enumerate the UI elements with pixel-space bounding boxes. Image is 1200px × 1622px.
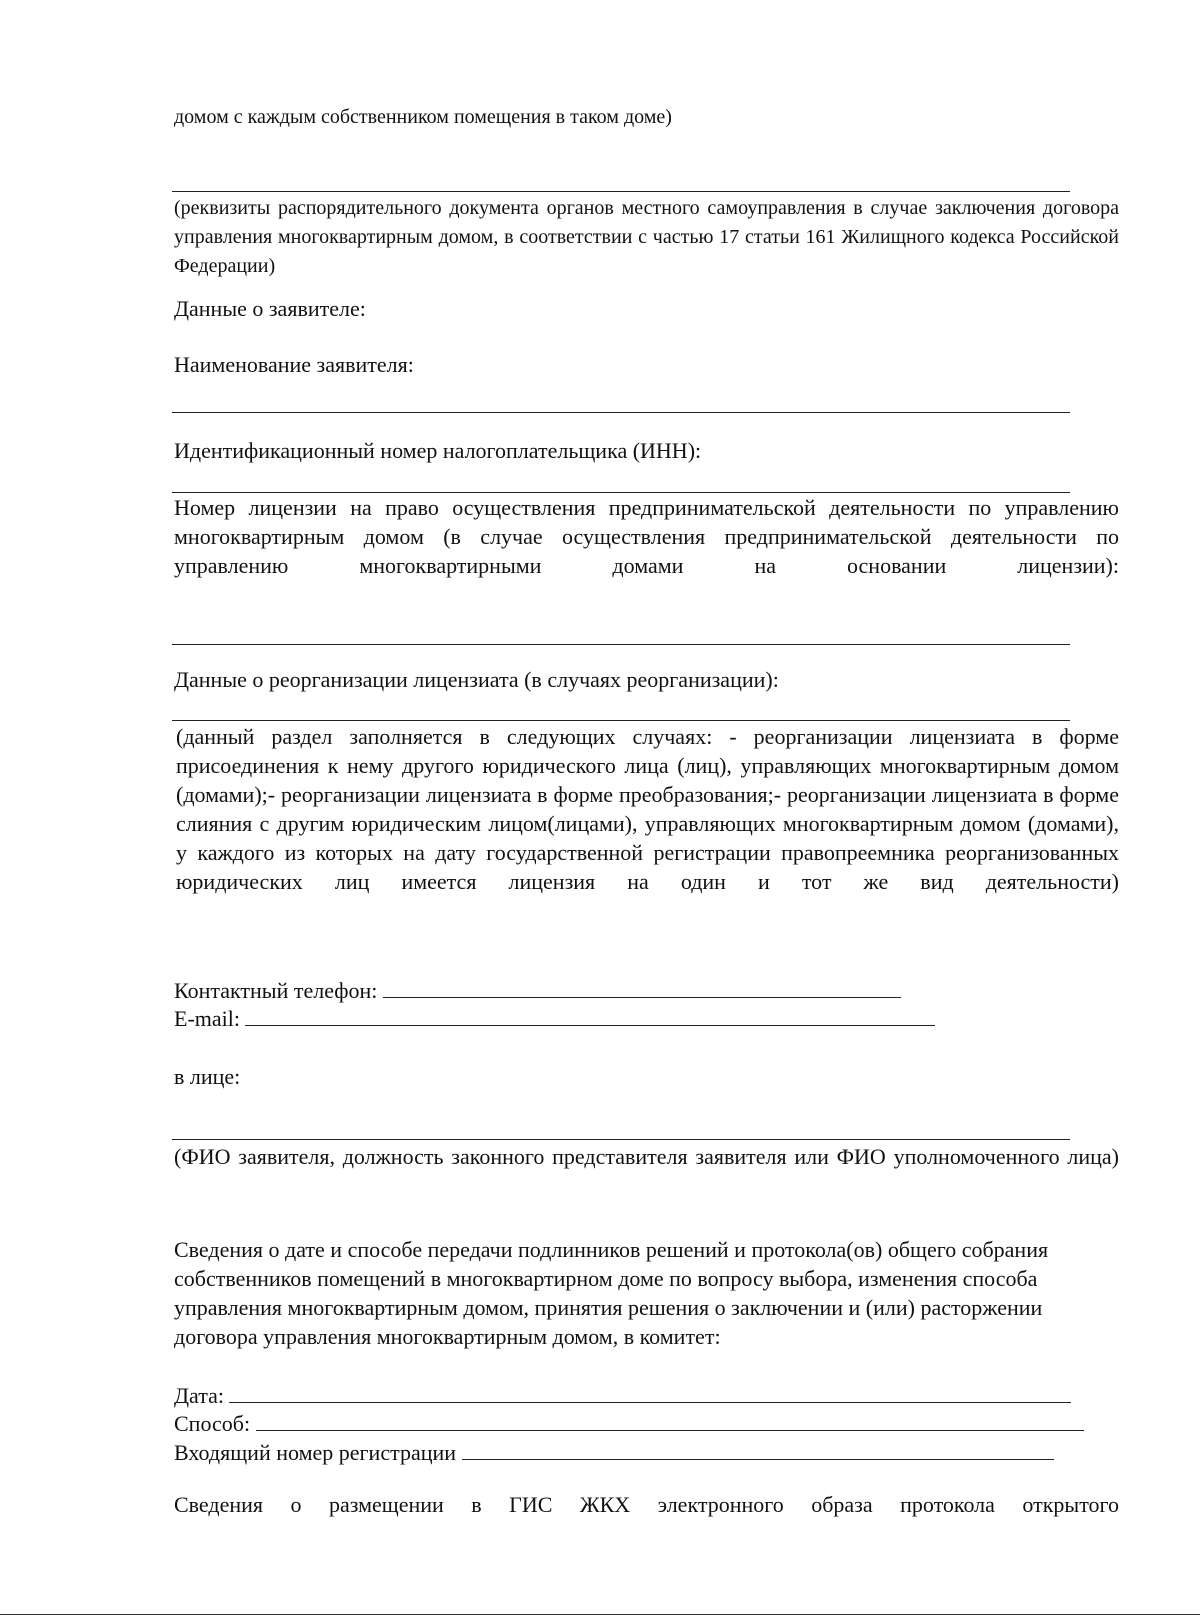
reg-number-row: [174, 1438, 1054, 1467]
reorg-field-line[interactable]: [172, 720, 1070, 721]
reorg-note: (данный раздел заполняется в следующих случаях: - реорганизации лицензиата в форме присоединения к нему другого юридического лица (лиц), управляющих многоквартирным домом (домами);- реорганизации лицензиата в форме преобразования;- реорганизации лицензиата в форме слияния с другим юридическим лицом(лицами), управляющих многоквартирным домом (домами), у каждого из которых на дату государственной регистрации правопреемника реорганизованных юридических лиц имеется лицензия на один и тот же вид деятельности): [176, 724, 1119, 894]
method-row: [174, 1409, 1084, 1438]
email-field[interactable]: [245, 1005, 935, 1026]
admin-doc-note: (реквизиты распорядительного документа органов местного самоуправления в случае заключения договора управления многоквартирным домом, в соответствии с частью 17 статьи 161 Жилищного кодекса Российской Федерации): [174, 197, 1119, 277]
date-field[interactable]: [229, 1382, 1071, 1403]
admin-doc-field-line[interactable]: [172, 191, 1070, 192]
applicant-data-heading: Данные о заявителе:: [174, 296, 366, 321]
representative-note: (ФИО заявителя, должность законного представителя заявителя или ФИО уполномоченного лица): [174, 1144, 1119, 1169]
applicant-name-label: Наименование заявителя:: [174, 352, 414, 377]
method-field[interactable]: [256, 1410, 1084, 1431]
phone-row: [174, 976, 901, 1005]
date-label: Дата:: [174, 1383, 224, 1408]
inn-label: Идентификационный номер налогоплательщика (ИНН):: [174, 438, 702, 463]
license-field-line[interactable]: [172, 644, 1070, 645]
phone-label: Контактный телефон:: [174, 978, 378, 1003]
date-row: [174, 1381, 1071, 1410]
email-row: [174, 1004, 935, 1033]
method-label: Способ:: [174, 1411, 251, 1436]
applicant-name-field-line[interactable]: [172, 412, 1070, 413]
phone-field[interactable]: [383, 977, 901, 998]
reorg-label: Данные о реорганизации лицензиата (в случаях реорганизации):: [174, 667, 779, 692]
page-edge-line: [0, 1614, 1200, 1615]
gis-info: Сведения о размещении в ГИС ЖКХ электронного образа протокола открытого: [174, 1492, 1119, 1517]
transfer-info: Сведения о дате и способе передачи подлинников решений и протокола(ов) общего собрания собственников помещений в многоквартирном доме по вопросу выбора, изменения способа управления многоквартирным домом, принятия решения о заключении и (или) расторжении договора управления многоквартирным домом, в комитет:: [174, 1237, 1049, 1349]
email-label: E-mail:: [174, 1006, 240, 1031]
represented-by-label: в лице:: [174, 1064, 241, 1089]
representative-field-line[interactable]: [172, 1139, 1070, 1140]
reg-number-field[interactable]: [462, 1439, 1054, 1460]
license-label: Номер лицензии на право осуществления предпринимательской деятельности по управлению многоквартирным домом (в случае осуществления предпринимательской деятельности по управлению многоквартирными домами на основании лицензии):: [174, 495, 1119, 578]
reg-number-label: Входящий номер регистрации: [174, 1440, 457, 1465]
top-fragment-text: домом с каждым собственником помещения в таком доме): [174, 106, 672, 128]
